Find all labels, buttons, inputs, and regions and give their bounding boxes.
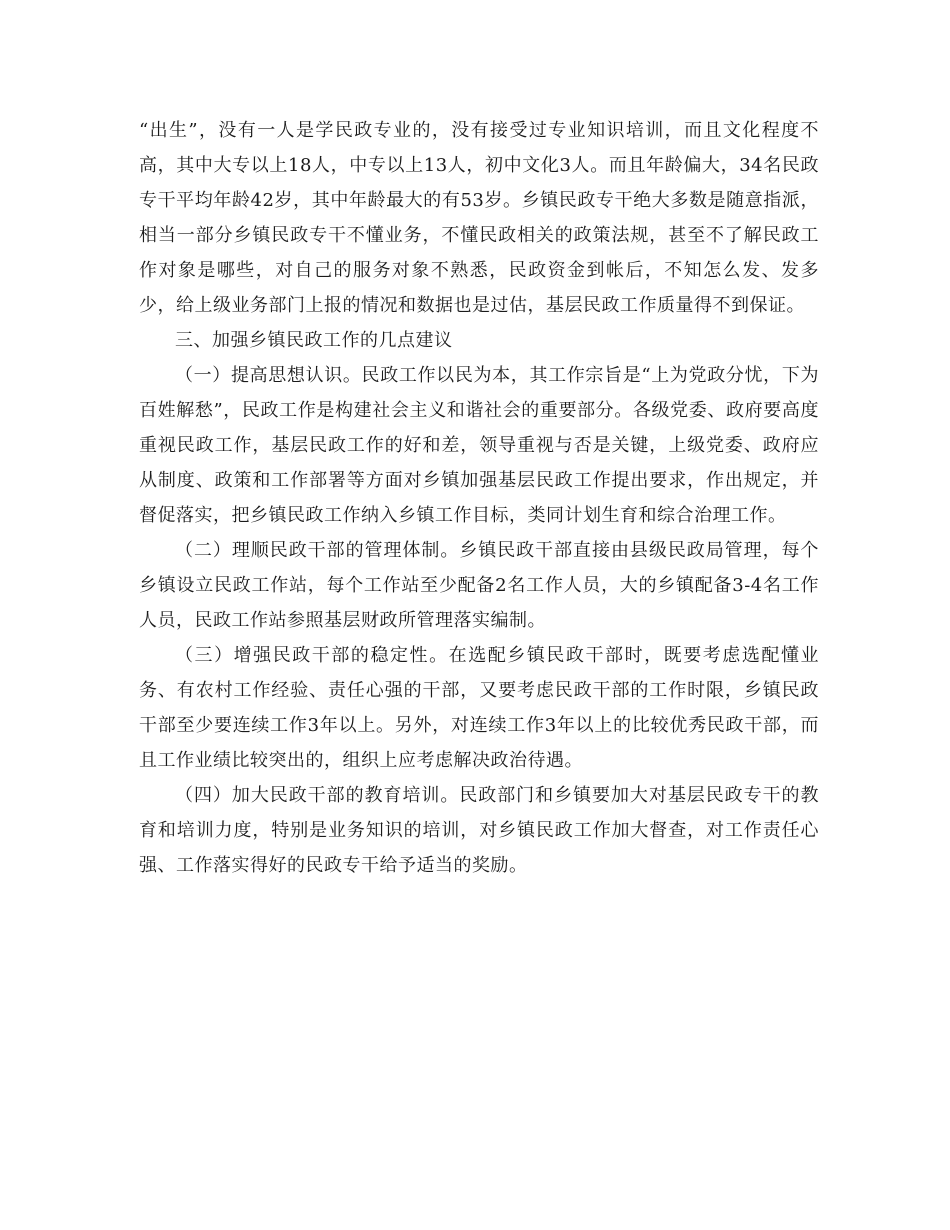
paragraph-continuation: “出生”，没有一人是学民政专业的，没有接受过专业知识培训，而且文化程度不高，其中大专以上18人，中专以上13人，初中文化3人。而且年龄偏大，34名民政专干平均年龄42岁，其中年龄最大的有53岁。乡镇民政专干绝大多数是随意指派，相当一部分乡镇民政专干不懂业务，不懂民政相关的政策法规，甚至不了解民政工作对象是哪些，对自己的服务对象不熟悉，民政资金到帐后，不知怎么发、发多少，给上级业务部门上报的情况和数据也是过估，基层民政工作质量得不到保证。: [139, 120, 819, 316]
document-body: [139, 113, 819, 883]
paragraph-suggestion-4: （四）加大民政干部的教育培训。民政部门和乡镇要加大对基层民政专干的教育和培训力度，特别是业务知识的培训，对乡镇民政工作加大督查，对工作责任心强、工作落实得好的民政专干给予适当的奖励。: [139, 785, 819, 876]
paragraph-suggestion-1: （一）提高思想认识。民政工作以民为本，其工作宗旨是“上为党政分忧，下为百姓解愁”，民政工作是构建社会主义和谐社会的重要部分。各级党委、政府要高度重视民政工作，基层民政工作的好和差，领导重视与否是关键，上级党委、政府应从制度、政策和工作部署等方面对乡镇加强基层民政工作提出要求，作出规定，并督促落实，把乡镇民政工作纳入乡镇工作目标，类同计划生育和综合治理工作。: [139, 365, 819, 526]
paragraph-suggestion-3: （三）增强民政干部的稳定性。在选配乡镇民政干部时，既要考虑选配懂业务、有农村工作经验、责任心强的干部，又要考虑民政干部的工作时限，乡镇民政干部至少要连续工作3年以上。另外，对连续工作3年以上的比较优秀民政干部，而且工作业绩比较突出的，组织上应考虑解决政治待遇。: [139, 645, 819, 771]
paragraph-suggestion-2: （二）理顺民政干部的管理体制。乡镇民政干部直接由县级民政局管理，每个乡镇设立民政工作站，每个工作站至少配备2名工作人员，大的乡镇配备3-4名工作人员，民政工作站参照基层财政所管理落实编制。: [139, 540, 819, 631]
section-heading: 三、加强乡镇民政工作的几点建议: [175, 330, 453, 351]
